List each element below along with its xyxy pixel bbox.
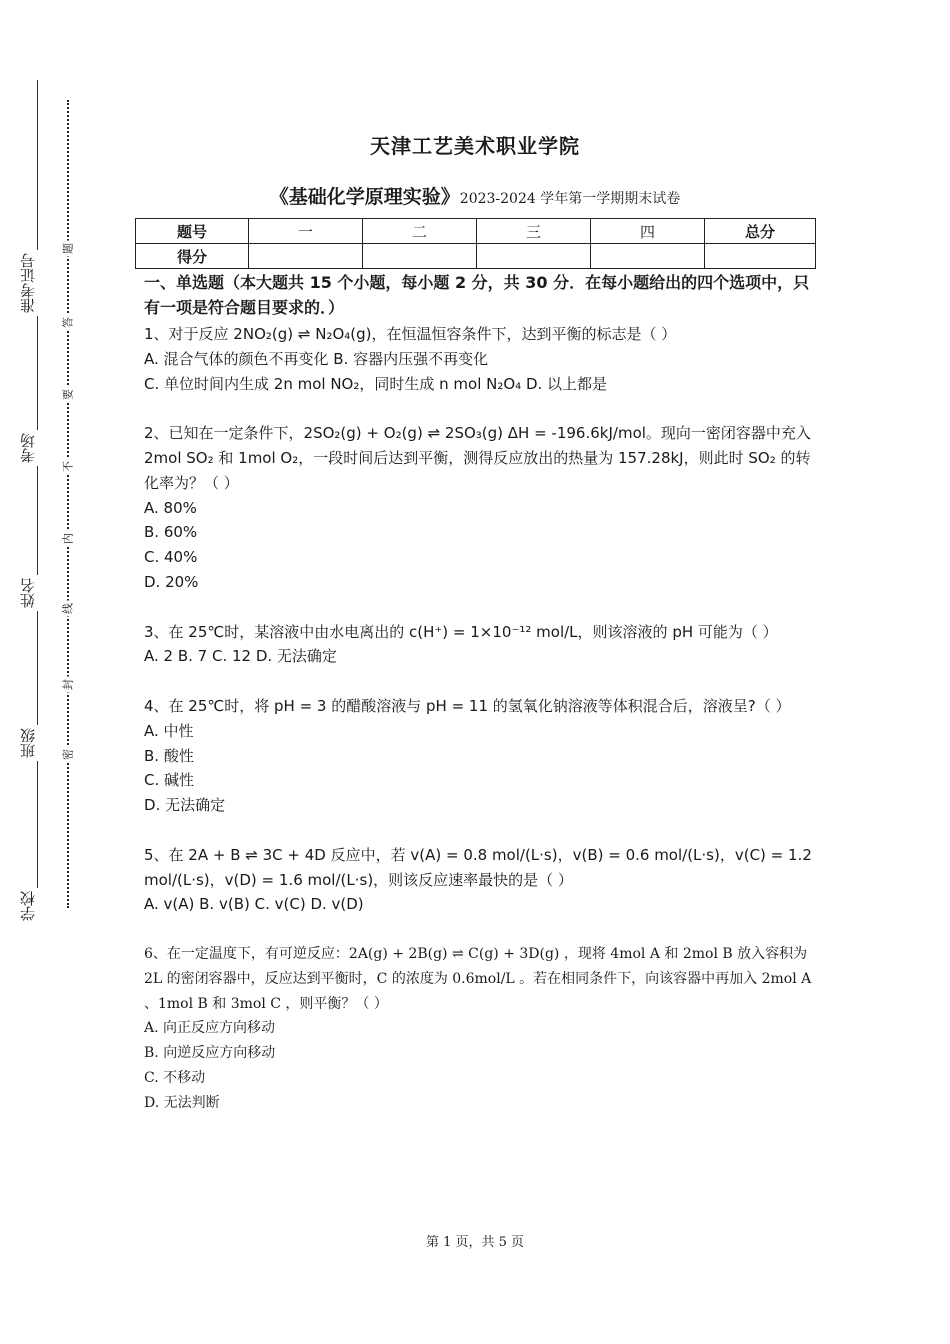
score-row-label: 得分 (136, 244, 249, 269)
question-3 (144, 620, 814, 670)
exam-title (0, 182, 950, 209)
exam-content (144, 270, 814, 1140)
question-4 (144, 694, 814, 818)
score-col-header: 一 (249, 219, 363, 244)
name-label: 姓名 (20, 575, 40, 611)
answer-option: C. 碱性 (144, 771, 195, 790)
school-label: 学校 (20, 888, 40, 924)
answer-option: D. 无法确定 (144, 796, 226, 815)
seal-dotted-line (67, 100, 69, 908)
seal-char: 答 (62, 315, 75, 331)
answer-option: D. 无法判断 (144, 1094, 220, 1111)
class-label: 班级 (20, 725, 40, 761)
question-stem: 3、在 25℃时，某溶液中由水电离出的 c(H⁺) = 1×10⁻¹² mol/L，则该溶液的 pH 可能为（ ） (144, 622, 778, 641)
question-stem: 6、在一定温度下，有可逆反应：2A(g) + 2B(g) ⇌ C(g) + 3D(g) ，现将 4mol A 和 2mol B 放入容积为 2L 的密闭容器中，反应达到平衡时，C 的浓度为 0.6mol/L 。若在相同条件下，向该容器中再加入 2mol A 、1mol B 和 3mol C ，则平衡？（ ） (144, 945, 812, 1012)
seal-char: 封 (62, 677, 75, 693)
seal-line (60, 100, 76, 910)
score-table-header-row (136, 219, 816, 244)
answer-option: D. 20% (144, 572, 199, 591)
answer-option: A. v(A) B. v(B) C. v(C) D. v(D) (144, 895, 364, 914)
score-cell (363, 244, 477, 269)
seal-char: 内 (62, 531, 75, 547)
answer-option: A. 混合气体的颜色不再变化 B. 容器内压强不再变化 (144, 349, 489, 368)
question-6 (144, 942, 814, 1116)
question-stem: 1、对于反应 2NO₂(g) ⇌ N₂O₄(g)，在恒温恒容条件下，达到平衡的标志是（ ） (144, 325, 677, 343)
school-title: 天津工艺美术职业学院 (370, 134, 580, 158)
score-cell (477, 244, 591, 269)
answer-option: B. 60% (144, 523, 198, 542)
score-cell (591, 244, 705, 269)
seal-char: 题 (62, 241, 75, 257)
answer-option: A. 80% (144, 498, 197, 517)
question-list (144, 322, 814, 1116)
seal-char: 密 (62, 747, 75, 763)
seal-char: 不 (62, 459, 75, 475)
seal-char: 线 (62, 601, 75, 617)
section-heading: 一、单选题（本大题共 15 个小题，每小题 2 分，共 30 分．在每小题给出的四个选项中，只有一项是符合题目要求的．） (144, 273, 810, 317)
exam-room-label: 考场 (20, 430, 40, 466)
answer-option: B. 酸性 (144, 746, 194, 765)
score-col-header: 三 (477, 219, 591, 244)
score-cell (705, 244, 816, 269)
page-footer: 第 1 页，共 5 页 (425, 1235, 525, 1250)
score-cell (249, 244, 363, 269)
question-5 (144, 843, 814, 917)
answer-option: A. 中性 (144, 721, 194, 740)
question-1 (144, 322, 814, 396)
answer-option: C. 40% (144, 548, 198, 567)
question-stem: 2、已知在一定条件下，2SO₂(g) + O₂(g) ⇌ 2SO₃(g) ΔH = -196.6kJ/mol。现向一密闭容器中充入 2mol SO₂ 和 1mol O₂，一段时间后达到平衡，测得反应放出的热量为 157.28kJ，则此时 SO₂ 的转化率为？（ ） (144, 424, 811, 492)
answer-option: C. 不移动 (144, 1069, 206, 1086)
answer-option: A. 向正反应方向移动 (144, 1020, 276, 1037)
answer-option: C. 单位时间内生成 2n mol NO₂，同时生成 n mol N₂O₄ D. 以上都是 (144, 374, 608, 393)
exam-id-label: 准考证号 (20, 250, 40, 316)
score-col-header: 四 (591, 219, 705, 244)
score-col-header: 二 (363, 219, 477, 244)
question-2 (144, 421, 814, 595)
score-col-header: 题号 (136, 219, 249, 244)
question-stem: 4、在 25℃时，将 pH = 3 的醋酸溶液与 pH = 11 的氢氧化钠溶液等体积混合后，溶液呈?（ ） (144, 696, 791, 715)
answer-option: A. 2 B. 7 C. 12 D. 无法确定 (144, 647, 337, 666)
score-table (135, 218, 816, 269)
question-stem: 5、在 2A + B ⇌ 3C + 4D 反应中，若 v(A) = 0.8 mol/(L·s)，v(B) = 0.6 mol/(L·s)，v(C) = 1.2 mol/(L·s)，v(D) = 1.6 mol/(L·s)，则该反应速率最快的是（ ） (144, 845, 812, 889)
score-col-header: 总分 (705, 219, 816, 244)
course-name: 《基础化学原理实验》 (269, 186, 460, 208)
exam-term: 2023-2024 学年第一学期期末试卷 (459, 191, 681, 207)
score-table-score-row (136, 244, 816, 269)
seal-char: 要 (62, 387, 75, 403)
answer-option: B. 向逆反应方向移动 (144, 1045, 276, 1062)
